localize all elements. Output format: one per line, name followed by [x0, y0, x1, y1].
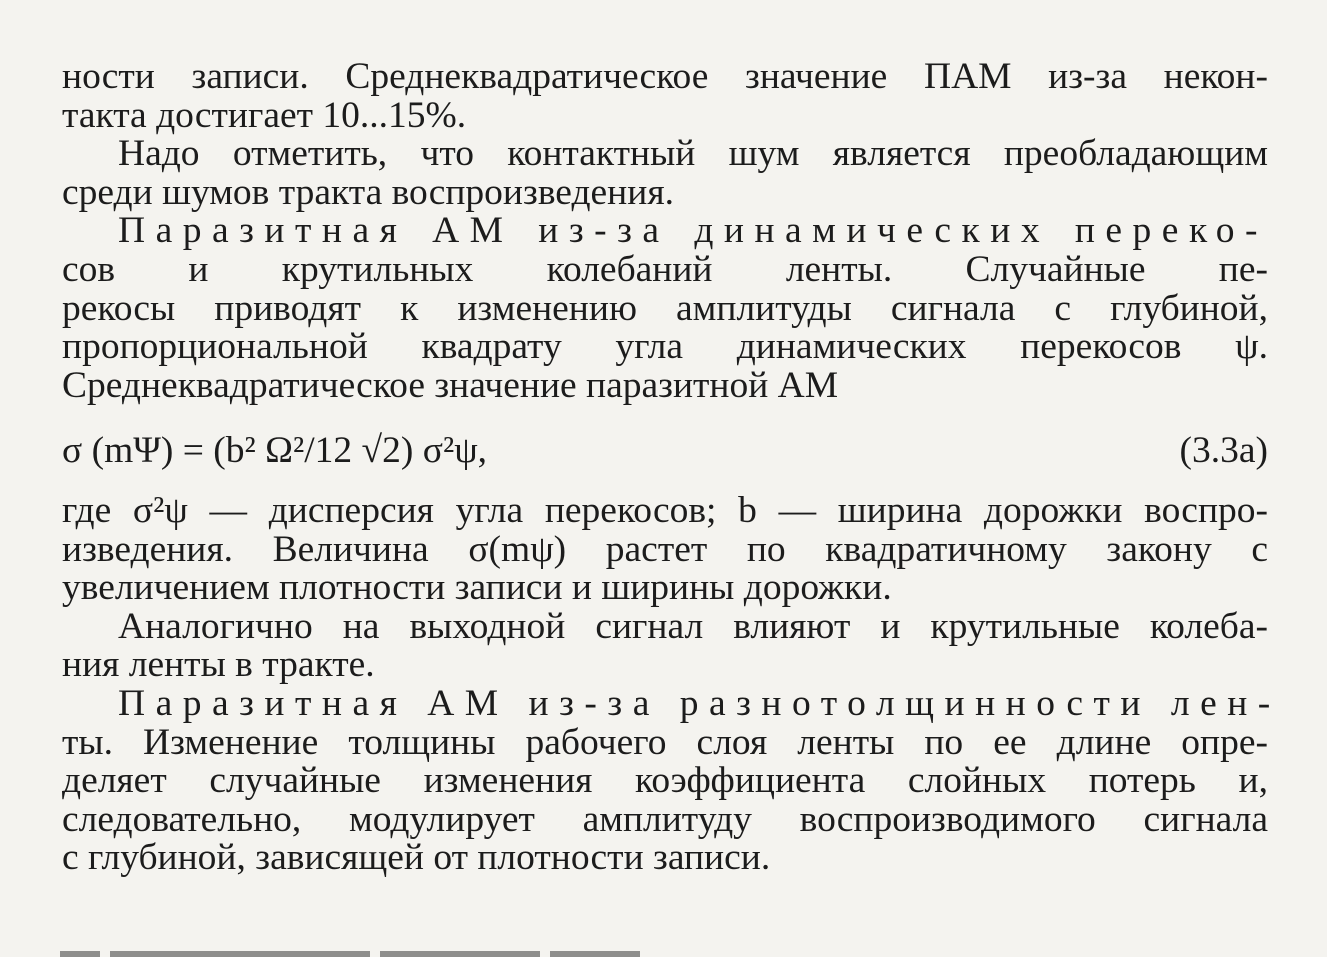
- text-line: ния ленты в тракте.: [62, 644, 375, 686]
- text-line: изведения. Величина σ(mψ) растет по квадратичному закону с: [62, 528, 1268, 570]
- text-line: Аналогично на выходной сигнал влияют и крутильные колеба-: [118, 605, 1268, 647]
- section-heading-line: сов и крутильных колебаний ленты. Случайные пе-: [62, 248, 1268, 290]
- text-line: деляет случайные изменения коэффициента слойных потерь и,: [62, 760, 1268, 802]
- text-line: следовательно, модулирует амплитуду воспроизводимого сигнала: [62, 798, 1268, 840]
- text-line: ности записи. Среднеквадратическое значение ПАМ из-за некон-: [62, 56, 1268, 97]
- text-line: такта достигает 10...15%.: [62, 94, 467, 136]
- equation-row: [62, 426, 1268, 476]
- text-line: с глубиной, зависящей от плотности записи.: [62, 837, 771, 879]
- text-line: ты. Изменение толщины рабочего слоя ленты по ее длине опре-: [62, 721, 1268, 763]
- section-heading-line: Паразитная АМ из-за динамических переко-: [118, 210, 1268, 252]
- text-line: Надо отметить, что контактный шум является преобладающим: [118, 133, 1268, 175]
- text-line: Среднеквадратическое значение паразитной АМ: [62, 364, 839, 406]
- cropped-next-line: [60, 944, 660, 957]
- equation-number: (3.3a): [1179, 430, 1268, 471]
- paragraphs-bottom: [62, 490, 1281, 879]
- equation: σ (mΨ) = (b² Ω²/12 √2) σ²ψ,: [62, 430, 488, 471]
- paragraphs-top: [62, 58, 1268, 405]
- text-line: среди шумов тракта воспроизведения.: [62, 171, 674, 213]
- text-line: рекосы приводят к изменению амплитуды сигнала с глубиной,: [62, 287, 1268, 329]
- text-line: увеличением плотности записи и ширины дорожки.: [62, 567, 892, 609]
- section-heading-line: Паразитная АМ из-за разнотолщинности лен-: [118, 682, 1281, 724]
- text-line: где σ²ψ — дисперсия угла перекосов; b — ширина дорожки воспро-: [62, 490, 1268, 531]
- text-line: пропорциональной квадрату угла динамических перекосов ψ.: [62, 326, 1268, 368]
